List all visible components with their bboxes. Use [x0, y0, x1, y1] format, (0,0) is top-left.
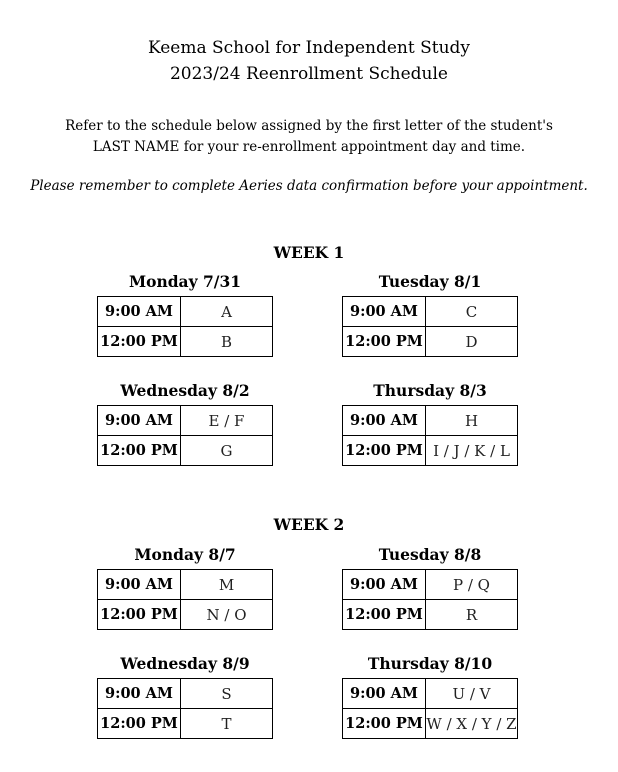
time-cell: 9:00 AM: [98, 297, 181, 327]
table-row: [98, 600, 273, 630]
school-name: Keema School for Independent Study: [147, 38, 471, 58]
time-cell: 9:00 AM: [343, 679, 426, 709]
table-row: [98, 679, 273, 709]
letters-cell: A: [181, 297, 273, 327]
table-row: [98, 406, 273, 436]
letters-cell: H: [426, 406, 518, 436]
table-row: [343, 679, 518, 709]
time-cell: 9:00 AM: [343, 297, 426, 327]
schedule-table-week1-wednesday: [97, 405, 273, 466]
time-cell: 9:00 AM: [98, 406, 181, 436]
schedule-table-week1-thursday: [342, 405, 518, 466]
time-cell: 12:00 PM: [98, 709, 181, 739]
letters-cell: M: [181, 570, 273, 600]
table-row: [98, 297, 273, 327]
table-row: [98, 327, 273, 357]
letters-cell: B: [181, 327, 273, 357]
time-cell: 12:00 PM: [343, 600, 426, 630]
time-cell: 12:00 PM: [343, 327, 426, 357]
letters-cell: T: [181, 709, 273, 739]
time-cell: 12:00 PM: [98, 436, 181, 466]
schedule-table-week2-tuesday: [342, 569, 518, 630]
table-row: [343, 327, 518, 357]
schedule-table-week2-wednesday: [97, 678, 273, 739]
time-cell: 9:00 AM: [98, 679, 181, 709]
schedule-table-week2-thursday: [342, 678, 518, 739]
time-cell: 9:00 AM: [343, 570, 426, 600]
letters-cell: U / V: [426, 679, 518, 709]
day-title-week1-monday: Monday 7/31: [128, 272, 242, 291]
table-row: [343, 297, 518, 327]
week-2-heading: WEEK 2: [273, 515, 345, 534]
week-1-heading: WEEK 1: [273, 243, 345, 262]
letters-cell: G: [181, 436, 273, 466]
day-title-week2-tuesday: Tuesday 8/8: [378, 545, 482, 564]
instructions-line-1: Refer to the schedule below assigned by the first letter of the student's: [65, 118, 553, 134]
time-cell: 12:00 PM: [343, 709, 426, 739]
letters-cell: I / J / K / L: [426, 436, 518, 466]
time-cell: 9:00 AM: [98, 570, 181, 600]
letters-cell: W / X / Y / Z: [426, 709, 518, 739]
table-row: [98, 709, 273, 739]
schedule-table-week1-tuesday: [342, 296, 518, 357]
letters-cell: S: [181, 679, 273, 709]
day-title-week2-thursday: Thursday 8/10: [367, 654, 493, 673]
letters-cell: P / Q: [426, 570, 518, 600]
schedule-table-week2-monday: [97, 569, 273, 630]
table-row: [343, 600, 518, 630]
letters-cell: D: [426, 327, 518, 357]
time-cell: 12:00 PM: [343, 436, 426, 466]
day-title-week2-monday: Monday 8/7: [134, 545, 236, 564]
instructions-line-2: LAST NAME for your re-enrollment appointment day and time.: [92, 139, 526, 155]
schedule-title: 2023/24 Reenrollment Schedule: [169, 64, 448, 84]
schedule-table-week1-monday: [97, 296, 273, 357]
time-cell: 12:00 PM: [98, 600, 181, 630]
time-cell: 9:00 AM: [343, 406, 426, 436]
day-title-week1-tuesday: Tuesday 8/1: [378, 272, 482, 291]
letters-cell: N / O: [181, 600, 273, 630]
table-row: [343, 436, 518, 466]
day-title-week1-wednesday: Wednesday 8/2: [120, 381, 250, 400]
time-cell: 12:00 PM: [98, 327, 181, 357]
table-row: [98, 570, 273, 600]
table-row: [343, 709, 518, 739]
letters-cell: R: [426, 600, 518, 630]
table-row: [343, 406, 518, 436]
day-title-week1-thursday: Thursday 8/3: [373, 381, 487, 400]
table-row: [343, 570, 518, 600]
letters-cell: C: [426, 297, 518, 327]
aeries-reminder-note: Please remember to complete Aeries data confirmation before your appointment.: [30, 178, 588, 194]
table-row: [98, 436, 273, 466]
day-title-week2-wednesday: Wednesday 8/9: [120, 654, 250, 673]
letters-cell: E / F: [181, 406, 273, 436]
